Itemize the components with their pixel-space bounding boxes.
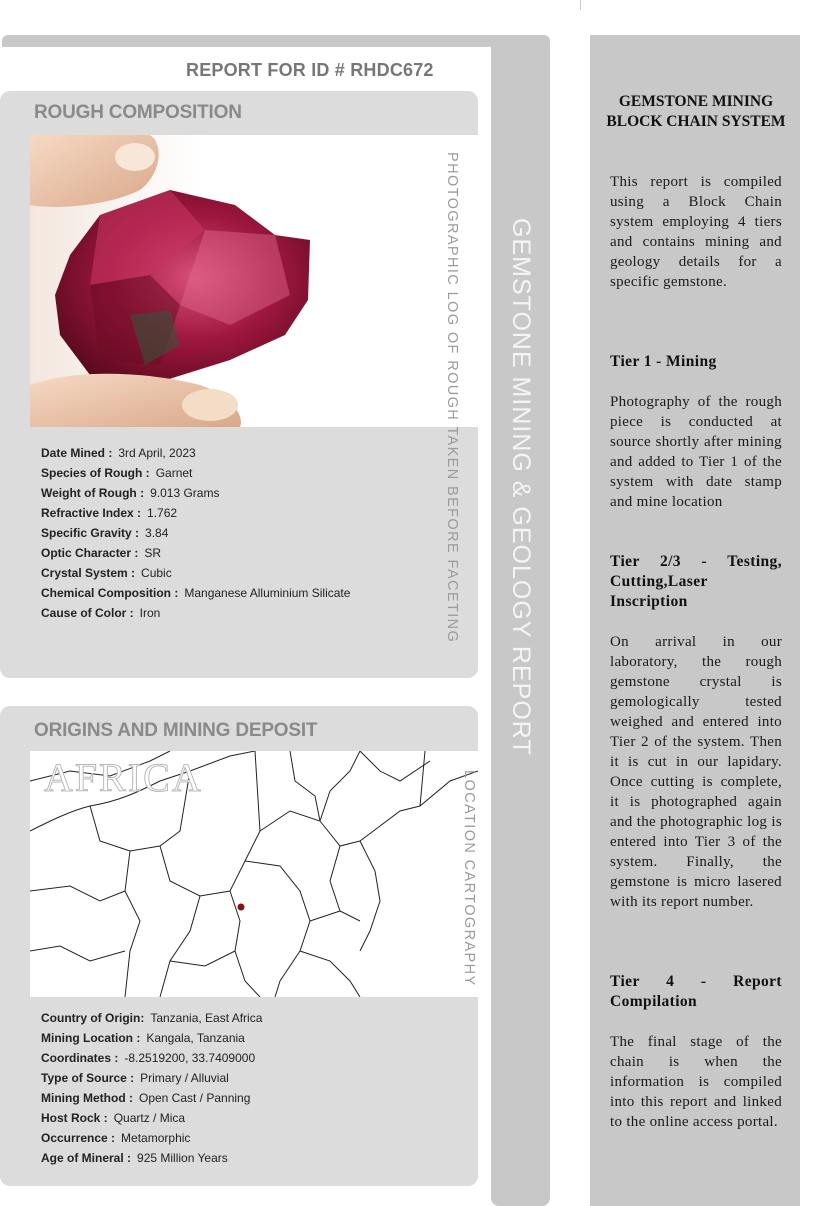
spec-label: Refractive Index : xyxy=(41,506,142,520)
spec-value: Cubic xyxy=(141,566,172,580)
origin-value: Tanzania, East Africa xyxy=(150,1011,263,1025)
spec-value: SR xyxy=(144,546,162,560)
origin-specs xyxy=(41,1008,262,1168)
sidebar-title: GEMSTONE MINING BLOCK CHAIN SYSTEM xyxy=(606,93,786,130)
tier1-heading: Tier 1 - Mining xyxy=(610,353,717,370)
spec-row xyxy=(41,543,350,563)
origin-row xyxy=(41,1028,262,1048)
spec-label: Chemical Composition : xyxy=(41,586,179,600)
photo-caption: PHOTOGRAPHIC LOG OF ROUGH TAKEN BEFORE FACETING xyxy=(444,152,460,644)
spec-value: Garnet xyxy=(155,466,193,480)
sidebar-intro: This report is compiled using a Block Chain system employing 4 tiers and contains mining and geology details for a specific gemstone. xyxy=(610,174,782,290)
spec-label: Optic Character : xyxy=(41,546,139,560)
location-marker-icon xyxy=(238,904,245,911)
spec-row xyxy=(41,483,350,503)
spec-value: 3.84 xyxy=(145,526,169,540)
map-image xyxy=(30,751,478,997)
side-title-wrap xyxy=(491,37,550,1206)
origin-label: Occurrence : xyxy=(41,1131,116,1145)
spec-value: 3rd April, 2023 xyxy=(118,446,196,460)
spec-row xyxy=(41,503,350,523)
origin-value: Kangala, Tanzania xyxy=(146,1031,245,1045)
origin-value: Open Cast / Panning xyxy=(138,1091,251,1105)
origin-label: Mining Method : xyxy=(41,1091,133,1105)
tier4-text: The final stage of the chain is when the information is compiled into this report and linked to the online access portal. xyxy=(610,1034,782,1130)
spec-row xyxy=(41,523,350,543)
origin-label: Age of Mineral : xyxy=(41,1151,132,1165)
origin-row xyxy=(41,1048,262,1068)
spec-row xyxy=(41,563,350,583)
spec-row xyxy=(41,443,350,463)
spec-label: Species of Rough : xyxy=(41,466,150,480)
origin-label: Country of Origin: xyxy=(41,1011,145,1025)
tier23-text: On arrival in our laboratory, the rough gemstone crystal is gemologically tested weighed and entered into Tier 2 of the system. Then it is cut in our lapidary. Once cutting is complete, it is photographed again and the photographic log is entered into Tier 3 of the system. Finally, the gemstone is micro lasered with its report number. xyxy=(610,634,782,910)
rough-composition-title: ROUGH COMPOSITION xyxy=(34,102,242,123)
origin-row xyxy=(41,1068,262,1088)
origin-label: Host Rock : xyxy=(41,1111,108,1125)
spec-row xyxy=(41,583,350,603)
origin-row xyxy=(41,1128,262,1148)
origin-label: Mining Location : xyxy=(41,1031,141,1045)
rough-specs xyxy=(41,443,350,623)
location-map xyxy=(30,751,478,997)
origin-label: Coordinates : xyxy=(41,1051,119,1065)
map-continent-label: AFRICA xyxy=(44,755,203,800)
spec-label: Date Mined : xyxy=(41,446,113,460)
origin-label: Type of Source : xyxy=(41,1071,135,1085)
spec-value: Manganese Alluminium Silicate xyxy=(184,586,351,600)
spec-label: Cause of Color : xyxy=(41,606,134,620)
spec-label: Crystal System : xyxy=(41,566,136,580)
origin-value: -8.2519200, 33.7409000 xyxy=(124,1051,256,1065)
origin-value: Metamorphic xyxy=(121,1131,191,1145)
side-title: GEMSTONE MINING & GEOLOGY REPORT xyxy=(507,217,535,756)
spec-value: Iron xyxy=(139,606,161,620)
tier1-text: Photography of the rough piece is conducted at source shortly after mining and added to Tier 1 of the system with date stamp and mine location xyxy=(610,394,782,510)
tier23-heading: Tier 2/3 - Testing, Cutting,Laser Inscription xyxy=(610,553,782,610)
origin-row xyxy=(41,1148,262,1168)
tier4-heading: Tier 4 - Report Compilation xyxy=(610,973,782,1010)
origin-row xyxy=(41,1088,262,1108)
spec-label: Specific Gravity : xyxy=(41,526,140,540)
spec-row xyxy=(41,603,350,623)
spec-label: Weight of Rough : xyxy=(41,486,145,500)
origin-value: Primary / Alluvial xyxy=(140,1071,229,1085)
origin-value: Quartz / Mica xyxy=(113,1111,186,1125)
spec-value: 1.762 xyxy=(147,506,178,520)
spec-row xyxy=(41,463,350,483)
map-caption: LOCATION CARTOGRAPHY xyxy=(461,770,477,987)
origin-row xyxy=(41,1008,262,1028)
top-divider xyxy=(580,0,581,10)
spec-value: 9.013 Grams xyxy=(150,486,220,500)
report-id: REPORT FOR ID # RHDC672 xyxy=(186,60,434,80)
origins-title: ORIGINS AND MINING DEPOSIT xyxy=(34,720,318,741)
top-bar xyxy=(2,35,550,47)
origin-row xyxy=(41,1108,262,1128)
origin-value: 925 Million Years xyxy=(137,1151,228,1165)
